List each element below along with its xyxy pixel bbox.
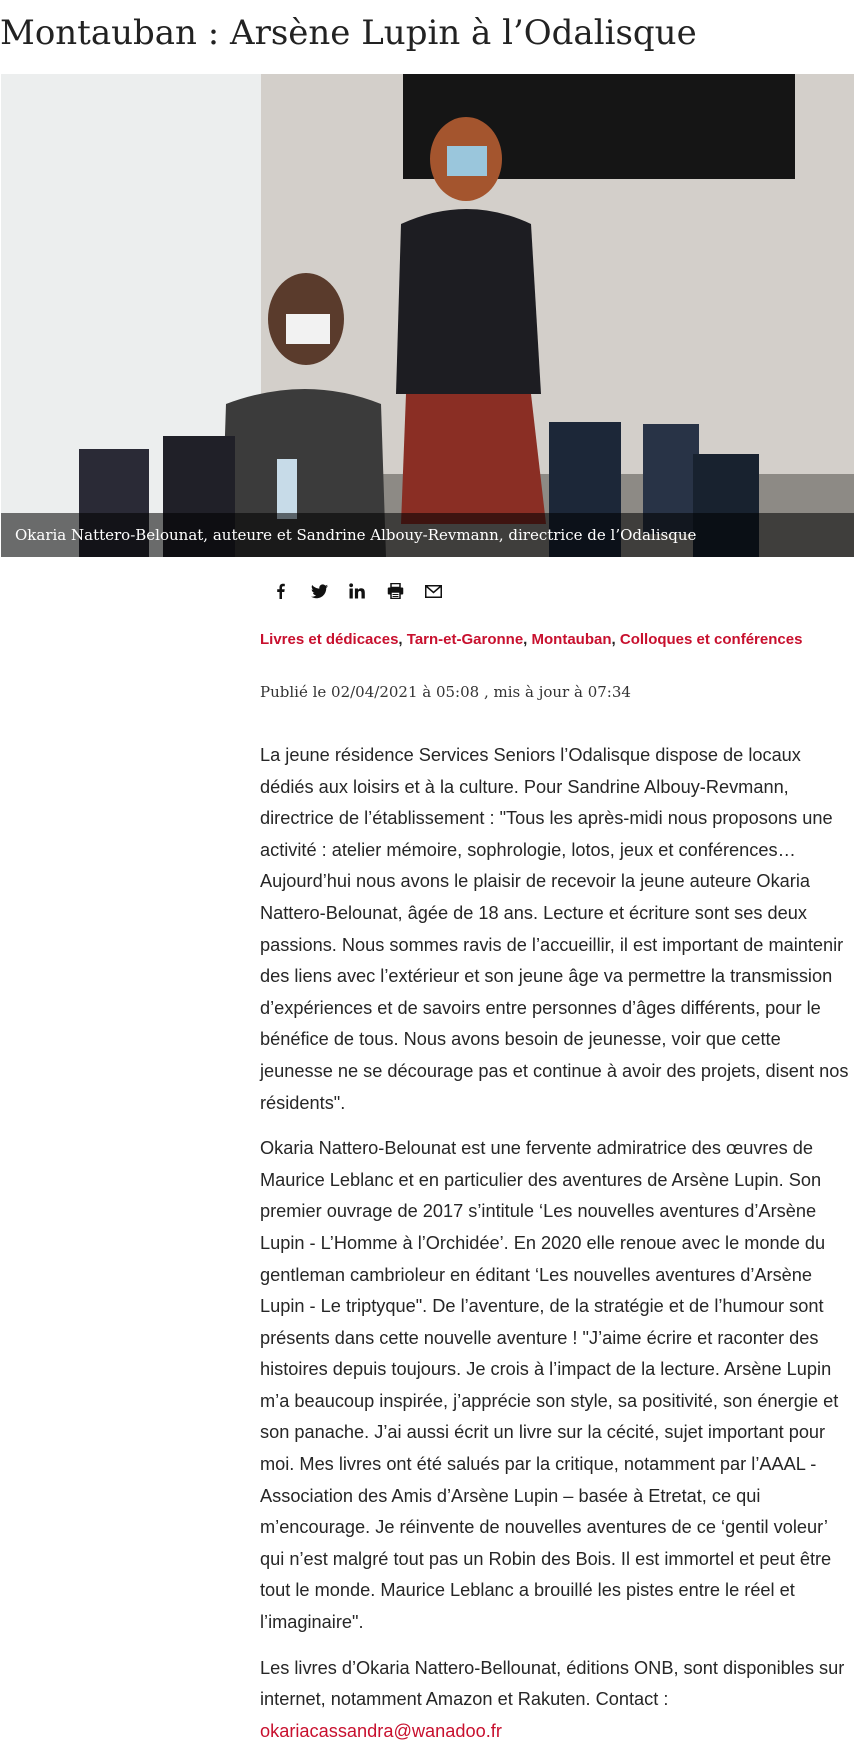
category-separator: ,: [611, 631, 620, 648]
article-paragraph-contact: [260, 1653, 854, 1748]
print-button[interactable]: [376, 578, 414, 604]
article-paragraph: La jeune résidence Services Seniors l’Odalisque dispose de locaux dédiés aux loisirs et à la culture. Pour Sandrine Albouy-Revmann, directrice de l’établissement : "Tous les après-midi nous proposons une activité : atelier mémoire, sophrologie, lotos, jeux et conférences… Aujourd’hui nous avons le plaisir de recevoir la jeune auteure Okaria Nattero-Belounat, âgée de 18 ans. Lecture et écriture sont ses deux passions. Nous sommes ravis de l’accueillir, il est important de maintenir des liens avec l’extérieur et son jeune âge va permettre la transmission d’expériences et de savoirs entre personnes d’âges différents, pour le bénéfice de tous. Nous avons besoin de jeunesse, voir que cette jeunesse ne se décourage pas et continue à avoir des projets, disent nos résidents".: [260, 745, 849, 1113]
category-list: [260, 631, 802, 648]
email-share-button[interactable]: [414, 578, 452, 604]
twitter-share-button[interactable]: [300, 578, 338, 604]
category-separator: ,: [398, 631, 407, 648]
linkedin-share-button[interactable]: [338, 578, 376, 604]
facebook-share-button[interactable]: [262, 578, 300, 604]
contact-email-link[interactable]: okariacassandra@wanadoo.fr: [260, 1720, 502, 1741]
print-icon: [387, 583, 404, 599]
photo-caption: Okaria Nattero-Belounat, auteure et Sandrine Albouy-Revmann, directrice de l’Odalisque: [1, 513, 854, 557]
facebook-icon: [273, 583, 289, 599]
category-link[interactable]: Tarn-et-Garonne: [406, 631, 524, 648]
linkedin-icon: [349, 583, 365, 599]
email-icon: [425, 585, 442, 598]
category-separator: ,: [523, 631, 532, 648]
share-bar: [262, 578, 452, 604]
publication-date: Publié le 02/04/2021 à 05:08 , mis à jour à 07:34: [260, 683, 631, 701]
category-link[interactable]: Colloques et conférences: [619, 631, 803, 648]
twitter-icon: [311, 584, 328, 599]
contact-text: Les livres d’Okaria Nattero-Bellounat, éditions ONB, sont disponibles sur internet, notamment Amazon et Rakuten. Contact :: [260, 1657, 845, 1710]
article-paragraph: Okaria Nattero-Belounat est une fervente admiratrice des œuvres de Maurice Leblanc et en particulier des aventures de Arsène Lupin. Son premier ouvrage de 2017 s’intitule ‘Les nouvelles aventures d’Arsène Lupin - L’Homme à l’Orchidée’. En 2020 elle renoue avec le monde du gentleman cambrioleur en éditant ‘Les nouvelles aventures d’Arsène Lupin - Le triptyque". De l’aventure, de la stratégie et de l’humour sont présents dans cette nouvelle aventure ! "J’aime écrire et raconter des histoires depuis toujours. Je crois à l’impact de la lecture. Arsène Lupin m’a beaucoup inspirée, j’apprécie son style, sa positivité, son énergie et son panache. J’ai aussi écrit un livre sur la cécité, sujet important pour moi. Mes livres ont été salués par la critique, notamment par l’AAAL - Association des Amis d’Arsène Lupin – basée à Etretat, ce qui m’encourage. Je réinvente de nouvelles aventures de ce ‘gentil voleur’ qui n’est malgré tout pas un Robin des Bois. Il est immortel et peut être tout le monde. Maurice Leblanc a brouillé les pistes entre le réel et l’imaginaire".: [260, 1138, 839, 1633]
photo-illustration: [1, 74, 854, 557]
article-photo: [1, 74, 854, 557]
category-link[interactable]: Livres et dédicaces: [260, 631, 399, 648]
category-link[interactable]: Montauban: [531, 631, 612, 648]
article-body: [260, 740, 854, 1761]
article-title: Montauban : Arsène Lupin à l’Odalisque: [0, 13, 697, 53]
